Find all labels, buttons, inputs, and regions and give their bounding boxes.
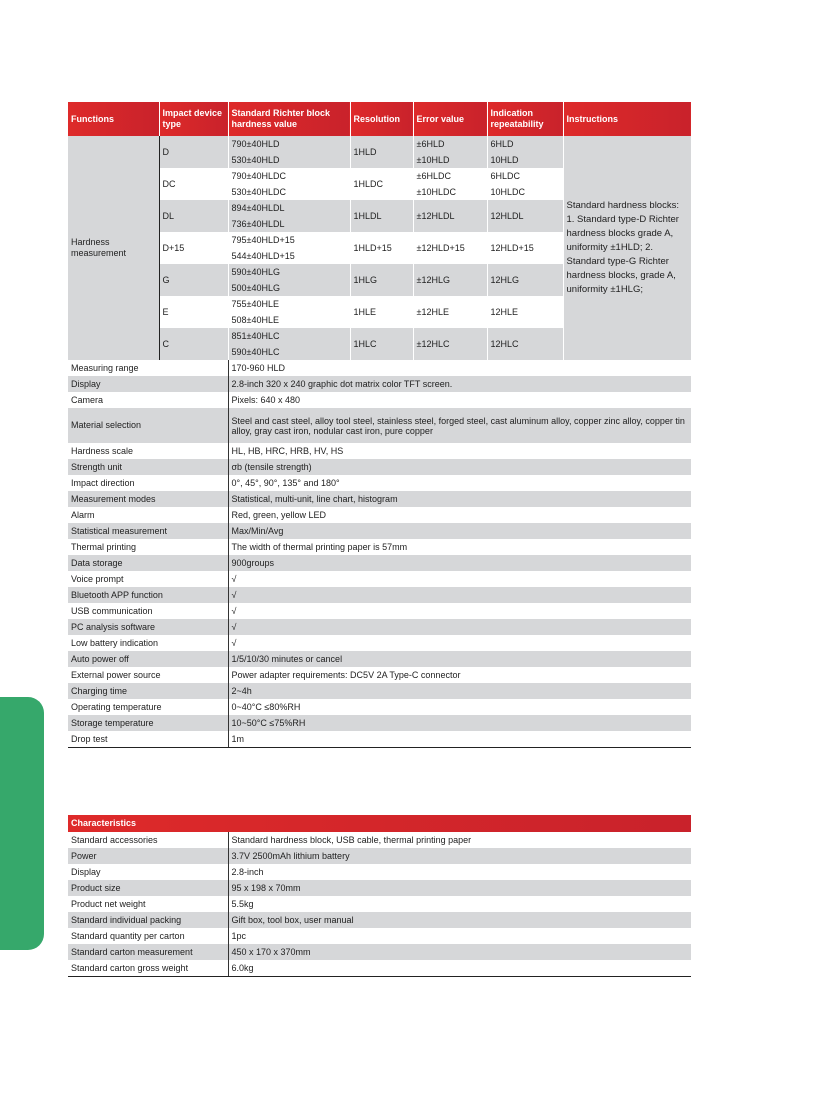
spec-row — [68, 667, 691, 683]
spec-value: 900groups — [228, 555, 691, 571]
spec-label: Charging time — [68, 683, 228, 699]
spec-label: Data storage — [68, 555, 228, 571]
block-hardness-value: 795±40HLD+15 — [228, 232, 350, 248]
spec-row — [68, 651, 691, 667]
spec-label: Measurement modes — [68, 491, 228, 507]
spec-value: HL, HB, HRC, HRB, HV, HS — [228, 443, 691, 459]
spec-row — [68, 360, 691, 376]
specifications-table — [68, 102, 691, 748]
indication-repeatability: 10HLD — [487, 152, 563, 168]
impact-device-type: DL — [159, 200, 228, 232]
block-hardness-value: 790±40HLD — [228, 136, 350, 152]
spec-value: √ — [228, 571, 691, 587]
spec-value: √ — [228, 587, 691, 603]
spec-value: 0°, 45°, 90°, 135° and 180° — [228, 475, 691, 491]
block-hardness-value: 544±40HLD+15 — [228, 248, 350, 264]
characteristics-row — [68, 848, 691, 864]
characteristics-row — [68, 832, 691, 848]
block-hardness-value: 508±40HLE — [228, 312, 350, 328]
spec-label: Impact direction — [68, 475, 228, 491]
spec-label: PC analysis software — [68, 619, 228, 635]
spec-value: 0~40°C ≤80%RH — [228, 699, 691, 715]
error-value: ±10HLD — [413, 152, 487, 168]
indication-repeatability: 12HLG — [487, 264, 563, 296]
characteristics-value: 2.8-inch — [228, 864, 691, 880]
spec-row — [68, 376, 691, 392]
resolution-value: 1HLDL — [350, 200, 413, 232]
spec-row — [68, 475, 691, 491]
error-value: ±6HLD — [413, 136, 487, 152]
spec-label: Measuring range — [68, 360, 228, 376]
impact-device-type: E — [159, 296, 228, 328]
spec-row — [68, 443, 691, 459]
spec-row — [68, 699, 691, 715]
table-header-row — [68, 102, 691, 136]
spec-value: 170-960 HLD — [228, 360, 691, 376]
spec-value: Max/Min/Avg — [228, 523, 691, 539]
characteristics-row — [68, 896, 691, 912]
spec-row — [68, 523, 691, 539]
spec-label: Drop test — [68, 731, 228, 748]
indication-repeatability: 12HLE — [487, 296, 563, 328]
column-header: Impact device type — [159, 102, 228, 136]
spec-value: 2~4h — [228, 683, 691, 699]
characteristics-value: Standard hardness block, USB cable, thermal printing paper — [228, 832, 691, 848]
characteristics-label: Product net weight — [68, 896, 228, 912]
characteristics-label: Standard carton gross weight — [68, 960, 228, 977]
spec-label: Voice prompt — [68, 571, 228, 587]
indication-repeatability: 10HLDC — [487, 184, 563, 200]
spec-value: σb (tensile strength) — [228, 459, 691, 475]
block-hardness-value: 755±40HLE — [228, 296, 350, 312]
spec-row — [68, 683, 691, 699]
characteristics-label: Product size — [68, 880, 228, 896]
characteristics-value: 6.0kg — [228, 960, 691, 977]
side-color-tab — [0, 697, 44, 950]
indication-repeatability: 12HLDL — [487, 200, 563, 232]
impact-device-type: C — [159, 328, 228, 360]
resolution-value: 1HLD — [350, 136, 413, 168]
characteristics-value: 3.7V 2500mAh lithium battery — [228, 848, 691, 864]
characteristics-row — [68, 960, 691, 977]
indication-repeatability: 6HLD — [487, 136, 563, 152]
spec-row — [68, 539, 691, 555]
spec-value: √ — [228, 635, 691, 651]
characteristics-label: Standard quantity per carton — [68, 928, 228, 944]
spec-value: Power adapter requirements: DC5V 2A Type-C connector — [228, 667, 691, 683]
indication-repeatability: 12HLC — [487, 328, 563, 360]
characteristics-row — [68, 880, 691, 896]
resolution-value: 1HLE — [350, 296, 413, 328]
spec-label: Bluetooth APP function — [68, 587, 228, 603]
block-hardness-value: 851±40HLC — [228, 328, 350, 344]
instructions-text: Standard hardness blocks: 1. Standard type-D Richter hardness blocks grade A, uniformity ±1HLD; 2. Standard type-G Richter hardness blocks, grade A, uniformity ±1HLG; — [563, 136, 691, 360]
column-header: Resolution — [350, 102, 413, 136]
spec-label: Storage temperature — [68, 715, 228, 731]
spec-row — [68, 555, 691, 571]
spec-row — [68, 619, 691, 635]
block-hardness-value: 894±40HLDL — [228, 200, 350, 216]
spec-value: Steel and cast steel, alloy tool steel, stainless steel, forged steel, cast aluminum alloy, copper zinc alloy, copper tin alloy, gray cast iron, nodular cast iron, pure copper — [228, 408, 691, 443]
characteristics-value: Gift box, tool box, user manual — [228, 912, 691, 928]
spec-label: Display — [68, 376, 228, 392]
spec-value: Pixels: 640 x 480 — [228, 392, 691, 408]
spec-row — [68, 392, 691, 408]
spec-row — [68, 587, 691, 603]
indication-repeatability: 12HLD+15 — [487, 232, 563, 264]
column-header: Instructions — [563, 102, 691, 136]
resolution-value: 1HLC — [350, 328, 413, 360]
error-value: ±12HLC — [413, 328, 487, 360]
spec-label: Low battery indication — [68, 635, 228, 651]
spec-label: Auto power off — [68, 651, 228, 667]
hardness-row — [68, 136, 691, 152]
spec-row — [68, 715, 691, 731]
spec-row — [68, 603, 691, 619]
column-header: Error value — [413, 102, 487, 136]
block-hardness-value: 500±40HLG — [228, 280, 350, 296]
spec-value: The width of thermal printing paper is 57mm — [228, 539, 691, 555]
characteristics-value: 95 x 198 x 70mm — [228, 880, 691, 896]
characteristics-row — [68, 944, 691, 960]
column-header: Standard Richter block hardness value — [228, 102, 350, 136]
spec-row — [68, 635, 691, 651]
block-hardness-value: 736±40HLDL — [228, 216, 350, 232]
error-value: ±12HLDL — [413, 200, 487, 232]
characteristics-value: 5.5kg — [228, 896, 691, 912]
indication-repeatability: 6HLDC — [487, 168, 563, 184]
error-value: ±6HLDC — [413, 168, 487, 184]
impact-device-type: G — [159, 264, 228, 296]
characteristics-header-row — [68, 815, 691, 832]
column-header: Indication repeatability — [487, 102, 563, 136]
block-hardness-value: 530±40HLDC — [228, 184, 350, 200]
spec-label: Strength unit — [68, 459, 228, 475]
spec-label: Camera — [68, 392, 228, 408]
spec-value: √ — [228, 619, 691, 635]
characteristics-row — [68, 864, 691, 880]
spec-row — [68, 459, 691, 475]
error-value: ±12HLD+15 — [413, 232, 487, 264]
characteristics-label: Display — [68, 864, 228, 880]
characteristics-row — [68, 912, 691, 928]
impact-device-type: DC — [159, 168, 228, 200]
resolution-value: 1HLG — [350, 264, 413, 296]
block-hardness-value: 790±40HLDC — [228, 168, 350, 184]
spec-value: Red, green, yellow LED — [228, 507, 691, 523]
block-hardness-value: 530±40HLD — [228, 152, 350, 168]
characteristics-value: 1pc — [228, 928, 691, 944]
error-value: ±10HLDC — [413, 184, 487, 200]
spec-value: 10~50°C ≤75%RH — [228, 715, 691, 731]
spec-row — [68, 491, 691, 507]
spec-row — [68, 408, 691, 443]
spec-value: √ — [228, 603, 691, 619]
spec-label: Statistical measurement — [68, 523, 228, 539]
characteristics-label: Standard accessories — [68, 832, 228, 848]
characteristics-label: Power — [68, 848, 228, 864]
spec-row — [68, 731, 691, 748]
spec-value: 1m — [228, 731, 691, 748]
spec-label: Material selection — [68, 408, 228, 443]
column-header: Functions — [68, 102, 159, 136]
spec-label: USB communication — [68, 603, 228, 619]
error-value: ±12HLG — [413, 264, 487, 296]
characteristics-table — [68, 815, 691, 977]
impact-device-type: D — [159, 136, 228, 168]
spec-value: 2.8-inch 320 x 240 graphic dot matrix color TFT screen. — [228, 376, 691, 392]
characteristics-row — [68, 928, 691, 944]
spec-label: Hardness scale — [68, 443, 228, 459]
spec-label: Alarm — [68, 507, 228, 523]
characteristics-title: Characteristics — [68, 815, 691, 832]
impact-device-type: D+15 — [159, 232, 228, 264]
spec-label: External power source — [68, 667, 228, 683]
spec-value: Statistical, multi-unit, line chart, histogram — [228, 491, 691, 507]
spec-row — [68, 571, 691, 587]
resolution-value: 1HLDC — [350, 168, 413, 200]
hardness-measurement-label: Hardness measurement — [68, 136, 159, 360]
characteristics-label: Standard individual packing — [68, 912, 228, 928]
error-value: ±12HLE — [413, 296, 487, 328]
block-hardness-value: 590±40HLG — [228, 264, 350, 280]
spec-label: Operating temperature — [68, 699, 228, 715]
resolution-value: 1HLD+15 — [350, 232, 413, 264]
spec-label: Thermal printing — [68, 539, 228, 555]
characteristics-label: Standard carton measurement — [68, 944, 228, 960]
block-hardness-value: 590±40HLC — [228, 344, 350, 360]
spec-row — [68, 507, 691, 523]
characteristics-value: 450 x 170 x 370mm — [228, 944, 691, 960]
spec-value: 1/5/10/30 minutes or cancel — [228, 651, 691, 667]
